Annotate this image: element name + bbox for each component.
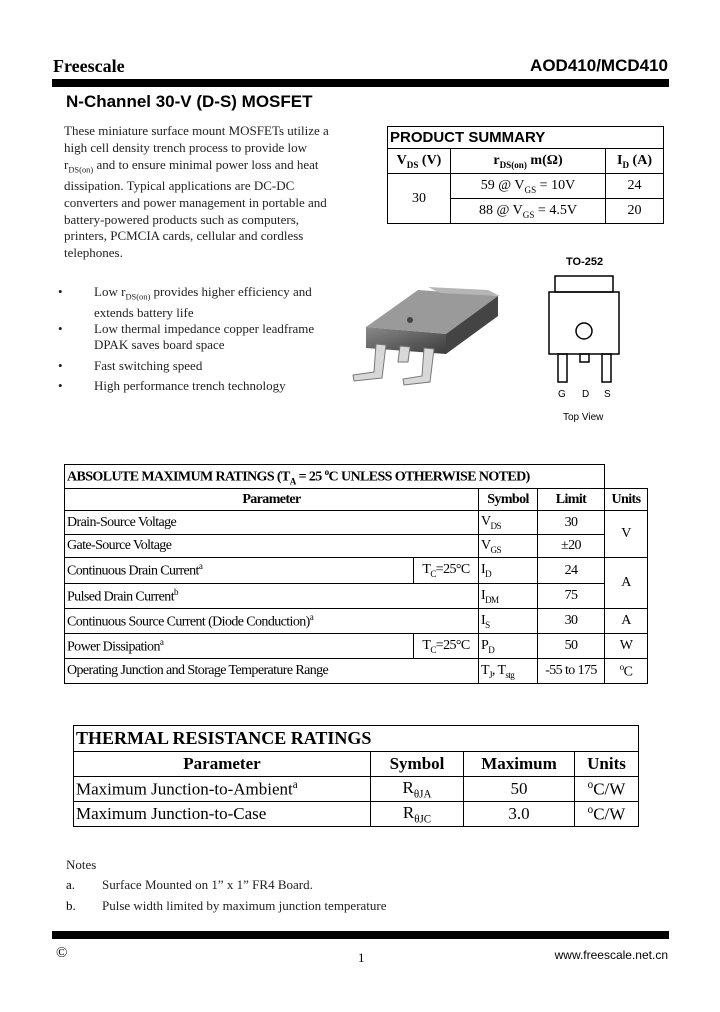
dpak-package-image (348, 282, 518, 390)
rds-value: 59 @ $V_{GS} = 10V$ (451, 174, 606, 199)
abs-max-unit: A (605, 558, 648, 609)
abs-max-limit: -55 to 175 (538, 659, 605, 684)
vds-value: 30 (388, 174, 451, 224)
abs-max-symbol: $I_D$ (479, 558, 538, 584)
abs-max-symbol: $P_D$ (479, 634, 538, 659)
thermal-header-maximum: Maximum (464, 752, 575, 777)
abs-max-limit: 30 (538, 511, 605, 535)
abs-max-param: Continuous Drain Current$^a$ (65, 558, 414, 584)
id-value: 24 (606, 174, 664, 199)
thermal-resistance-table (73, 725, 639, 827)
package-label: TO-252 (566, 256, 604, 268)
footer-rule (52, 931, 669, 939)
description-line: These miniature surface mount MOSFETs utilize a (64, 123, 329, 138)
abs-max-symbol: $T_J$, $T_{stg}$ (479, 659, 538, 684)
note-label-a: a. (66, 877, 76, 892)
thermal-param: Maximum Junction-to-Case (74, 802, 371, 827)
thermal-param: Maximum Junction-to-Ambient$^a$ (74, 777, 371, 802)
abs-max-param: Power Dissipation$^a$ (65, 634, 414, 659)
rds-symbol: r (64, 156, 69, 172)
id-value: 20 (606, 199, 664, 224)
abs-max-limit: 50 (538, 634, 605, 659)
pin-label-s: S (604, 389, 611, 400)
rds-subscript: DS(on) (68, 164, 94, 175)
abs-max-symbol: $V_{GS}$ (479, 535, 538, 558)
abs-max-symbol: $V_{DS}$ (479, 511, 538, 535)
description-text: and to ensure minimal power loss and heat (96, 156, 319, 172)
page-title: N-Channel 30-V (D-S) MOSFET (66, 92, 313, 111)
thermal-symbol: $R_{\theta JC}$ (371, 802, 464, 827)
thermal-symbol: $R_{\theta JA}$ (371, 777, 464, 802)
description-line: high cell density trench process to provide low (64, 139, 307, 155)
abs-max-param: Pulsed Drain Current$^b$ (65, 584, 479, 609)
thermal-header-symbol: Symbol (371, 752, 464, 777)
package-outline-diagram (545, 274, 625, 384)
product-summary-table (387, 126, 664, 224)
note-label-b: b. (66, 898, 76, 913)
footer-url[interactable]: www.freescale.net.cn (554, 948, 668, 962)
description-line: telephones. (64, 245, 123, 261)
description-line: converters and power management in portable and (64, 194, 327, 210)
thermal-maximum: 3.0 (464, 802, 575, 827)
abs-max-limit: ±20 (538, 535, 605, 558)
abs-max-symbol: $I_{DM}$ (479, 584, 538, 609)
abs-max-unit: W (605, 634, 648, 659)
description (64, 123, 364, 262)
abs-max-title: ABSOLUTE MAXIMUM RATINGS ($T_A = 25$ $^o$C UNLESS OTHERWISE NOTED) (65, 465, 605, 489)
abs-max-unit: $^o$C (605, 659, 648, 684)
note-text-a: Surface Mounted on 1” x 1” FR4 Board. (102, 877, 313, 892)
abs-max-param: Operating Junction and Storage Temperature Range (65, 659, 479, 684)
description-line: battery-powered products such as computers, (64, 211, 300, 227)
header-id: $I_D$ (A) (606, 149, 664, 174)
thermal-header-units: Units (575, 752, 639, 777)
thermal-unit: $^o$C/W (575, 777, 639, 802)
abs-max-unit: A (605, 609, 648, 634)
description-line: printers, PCMCIA cards, cellular and cordless (64, 228, 304, 244)
abs-max-param: Gate-Source Voltage (65, 535, 479, 558)
description-line: dissipation. Typical applications are DC-DC (64, 177, 295, 193)
abs-max-condition: $T_C=25^\circ C$ (414, 558, 479, 584)
abs-max-symbol: $I_S$ (479, 609, 538, 634)
pin-label-g: G (558, 389, 566, 400)
abs-max-limit: 75 (538, 584, 605, 609)
abs-max-param: Continuous Source Current (Diode Conduction)$^a$ (65, 609, 479, 634)
top-view-label: Top View (563, 412, 604, 423)
rds-value: 88 @ $V_{GS} = 4.5V$ (451, 199, 606, 224)
abs-max-header-limit: Limit (538, 489, 605, 511)
abs-max-condition: $T_C=25^\circ C$ (414, 634, 479, 659)
thermal-header-parameter: Parameter (74, 752, 371, 777)
description-line (64, 157, 364, 178)
part-number: AOD410/MCD410 (530, 56, 668, 75)
page-number: 1 (358, 950, 365, 965)
thermal-title: THERMAL RESISTANCE RATINGS (74, 726, 639, 752)
abs-max-limit: 24 (538, 558, 605, 584)
abs-max-param: Drain-Source Voltage (65, 511, 479, 535)
absolute-max-table (64, 464, 648, 684)
notes-heading: Notes (66, 857, 97, 872)
thermal-maximum: 50 (464, 777, 575, 802)
copyright-symbol: © (56, 945, 68, 961)
pin-label-d: D (582, 389, 590, 400)
note-text-b: Pulse width limited by maximum junction temperature (102, 898, 387, 913)
header-vds: $V_{DS}$ (V) (388, 149, 451, 174)
header-rule (52, 79, 669, 87)
company-name: Freescale (53, 56, 125, 76)
abs-max-header-parameter: Parameter (65, 489, 479, 511)
abs-max-limit: 30 (538, 609, 605, 634)
abs-max-header-symbol: Symbol (479, 489, 538, 511)
abs-max-unit: V (605, 511, 648, 558)
product-summary-title: PRODUCT SUMMARY (388, 127, 664, 149)
thermal-unit: $^o$C/W (575, 802, 639, 827)
header-rds: $r_{DS(on)}$ m(Ω) (451, 149, 606, 174)
abs-max-header-units: Units (605, 489, 648, 511)
